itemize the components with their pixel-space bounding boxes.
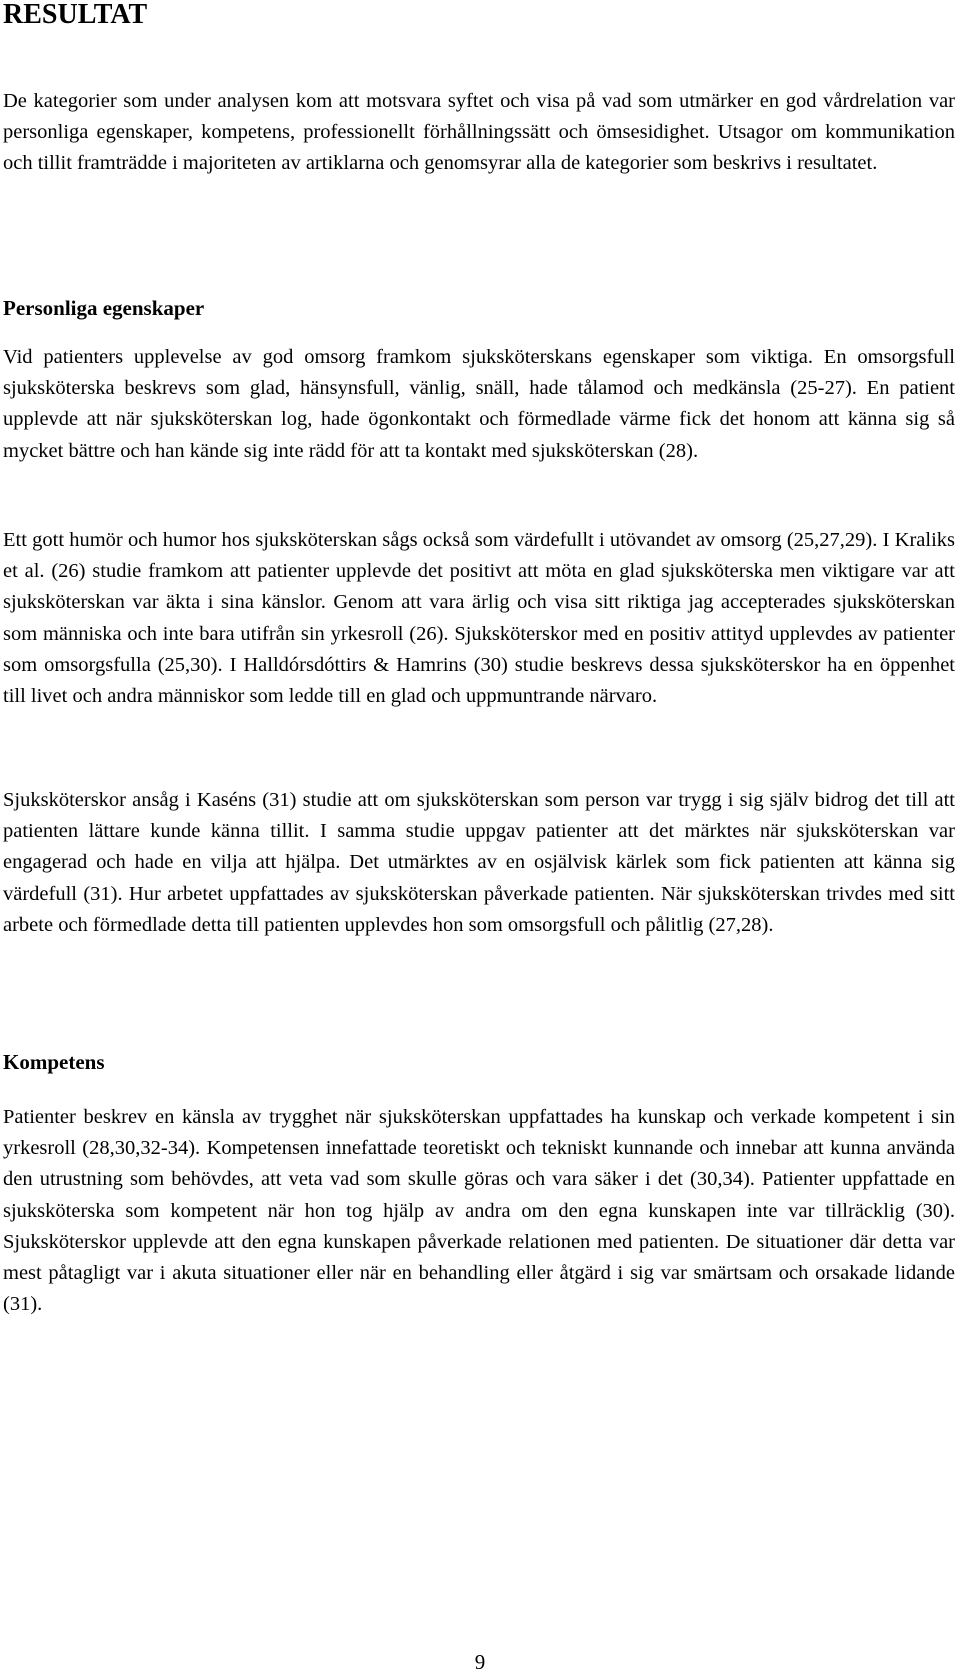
section-heading-kompetens: Kompetens	[3, 1050, 105, 1074]
paragraph-personliga-3: Sjuksköterskor ansåg i Kaséns (31) studie att om sjuksköterskan som person var trygg i sig själv bidrog det till att patienten lättare kunde känna tillit. I samma studie uppgav patienter att det märktes när sjuksköterskan var engagerad och hade en vilja att hjälpa. Det utmärktes av en osjälvisk kärlek som fick patienten att känna sig värdefull (31). Hur arbetet uppfattades av sjuksköterskan påverkade patienten. När sjuksköterskan trivdes med sitt arbete och förmedlade detta till patienten upplevdes hon som omsorgsfull och pålitlig (27,28).	[3, 789, 955, 936]
paragraph-kompetens-1: Patienter beskrev en känsla av trygghet när sjuksköterskan uppfattades ha kunskap och verkade kompetent i sin yrkesroll (28,30,32-34). Kompetensen innefattade teoretiskt och tekniskt kunnande och innebar att kunna använda den utrustning som behövdes, att veta vad som skulle göras och vara säker i det (30,34). Patienter uppfattade en sjuksköterska som kompetent när hon tog hjälp av andra om den egna kunskapen inte var tillräcklig (30). Sjuksköterskor upplevde att den egna kunskapen påverkade relationen med patienten. De situationer där detta var mest påtagligt var i akuta situationer eller när en behandling eller åtgärd i sig var smärtsam och orsakade lidande (31).	[3, 1106, 955, 1316]
page-title: RESULTAT	[3, 0, 148, 30]
intro-paragraph: De kategorier som under analysen kom att motsvara syftet och visa på vad som utmärker en god vårdrelation var personliga egenskaper, kompetens, professionellt förhållningssätt och ömsesidighet. Utsagor om kommunikation och tillit framträdde i majoriteten av artiklarna och genomsyrar alla de kategorier som beskrivs i resultatet.	[3, 90, 955, 175]
paragraph-personliga-1: Vid patienters upplevelse av god omsorg framkom sjuksköterskans egenskaper som viktiga. En omsorgsfull sjuksköterska beskrevs som glad, hänsynsfull, vänlig, snäll, hade tålamod och medkänsla (25-27). En patient upplevde att när sjuksköterskan log, hade ögonkontakt och förmedlade värme fick det honom att känna sig så mycket bättre och han kände sig inte rädd för att ta kontakt med sjuksköterskan (28).	[3, 346, 955, 462]
section-heading-personliga-egenskaper: Personliga egenskaper	[3, 296, 205, 320]
paragraph-personliga-2: Ett gott humör och humor hos sjuksköterskan sågs också som värdefullt i utövandet av omsorg (25,27,29). I Kraliks et al. (26) studie framkom att patienter upplevde det positivt att möta en glad sjuksköterska men viktigare var att sjuksköterskan var äkta i sina känslor. Genom att vara ärlig och visa sitt riktiga jag accepterades sjuksköterskan som människa och inte bara utifrån sin yrkesroll (26). Sjuksköterskor med en positiv attityd upplevdes av patienter som omsorgsfulla (25,30). I Halldórsdóttirs & Hamrins (30) studie beskrevs dessa sjuksköterskor ha en öppenhet till livet och andra människor som ledde till en glad och uppmuntrande närvaro.	[3, 529, 955, 708]
page-number: 9	[474, 1650, 486, 1674]
